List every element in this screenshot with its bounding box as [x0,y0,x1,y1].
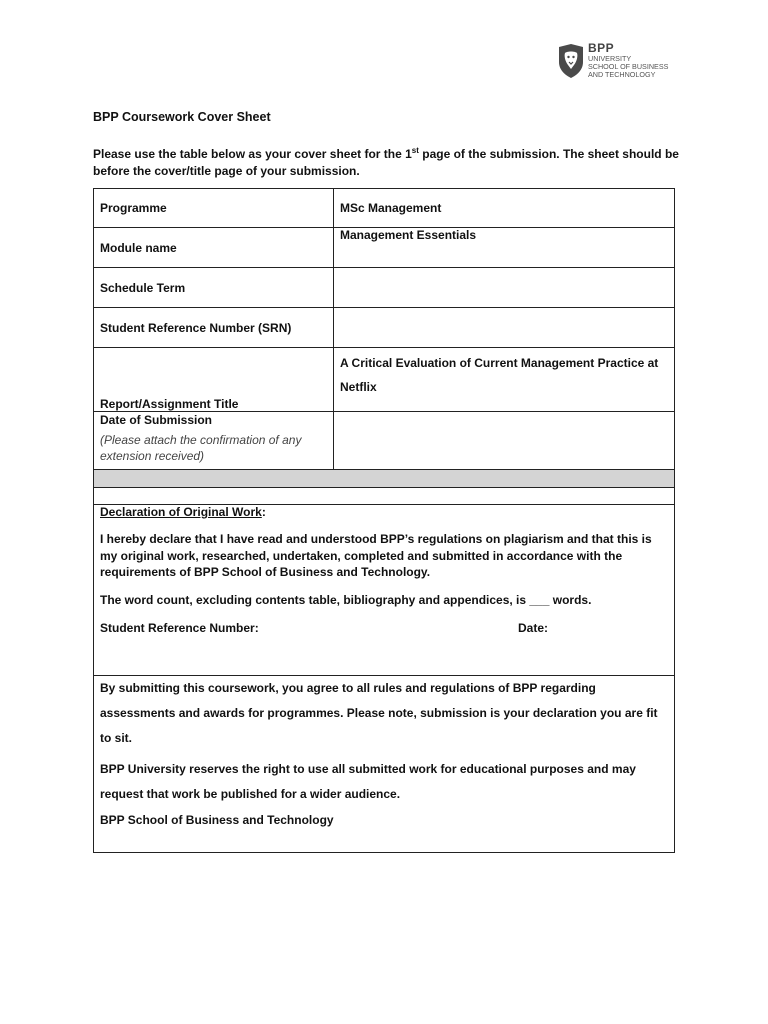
declaration-srn-label: Student Reference Number: [100,620,259,635]
extension-note: (Please attach the confirmation of any extension received) [100,433,302,463]
shaded-separator-row [94,470,675,488]
cover-sheet-table [93,188,675,853]
module-value: Management Essentials [334,228,675,268]
shaded-cell [94,470,675,488]
declaration-row [94,505,675,676]
intro-text-start: Please use the table below as your cover sheet for the 1 [93,147,412,161]
schedule-term-value [334,268,675,308]
agreement-cell [94,676,675,853]
table-row [94,412,675,470]
logo-line-3: AND TECHNOLOGY [588,70,656,79]
srn-value [334,308,675,348]
module-label: Module name [94,228,334,268]
table-row [94,348,675,412]
table-row [94,189,675,228]
table-row [94,268,675,308]
logo-brand: BPP [588,41,615,55]
page-title: BPP Coursework Cover Sheet [93,110,271,124]
declaration-date-label: Date: [518,620,549,635]
schedule-term-label: Schedule Term [94,268,334,308]
programme-value: MSc Management [334,189,675,228]
agreement-row [94,676,675,853]
intro-text-end: page of the submission. The sheet should be before the cover/title page of your submission. [93,147,679,178]
table-row [94,228,675,268]
blank-cell [94,488,675,505]
logo-line-2: SCHOOL OF BUSINESS [588,62,669,71]
report-title-cell [334,348,675,412]
signature-line [100,621,668,637]
declaration-cell [94,505,675,676]
intro-superscript: st [411,146,419,155]
declaration-paragraph: I hereby declare that I have read and understood BPP’s regulations on plagiarism and that this is my original work, researched, undertaken, completed and submitted in accordance with the requirements of BPP School of Business and Technology. [100,532,652,579]
bpp-logo [557,42,687,84]
intro-text [93,143,683,179]
date-of-submission-label: Date of Submission [100,413,213,427]
declaration-heading-colon: : [261,505,266,519]
blank-separator-row [94,488,675,505]
declaration-heading: Declaration of Original Work [100,505,262,519]
programme-label: Programme [94,189,334,228]
date-of-submission-value [334,412,675,470]
date-of-submission-cell [94,412,334,470]
table-row [94,308,675,348]
agreement-paragraph-2: BPP University reserves the right to use all submitted work for educational purposes and may request that work be published for a wider audience. [100,762,636,801]
logo-line-1: UNIVERSITY [588,54,632,63]
agreement-school-name: BPP School of Business and Technology [100,813,334,827]
srn-label: Student Reference Number (SRN) [94,308,334,348]
lion-shield-icon [557,44,585,78]
agreement-paragraph-1: By submitting this coursework, you agree to all rules and regulations of BPP regarding assessments and awards for programmes. Please note, submission is your declaration you are fit to sit. [100,681,658,745]
word-count-statement: The word count, excluding contents table, bibliography and appendices, is ___ words. [100,592,592,607]
report-title-value: A Critical Evaluation of Current Management Practice at Netflix [340,356,659,394]
report-title-label: Report/Assignment Title [94,348,334,412]
declaration-heading-line [100,505,668,519]
